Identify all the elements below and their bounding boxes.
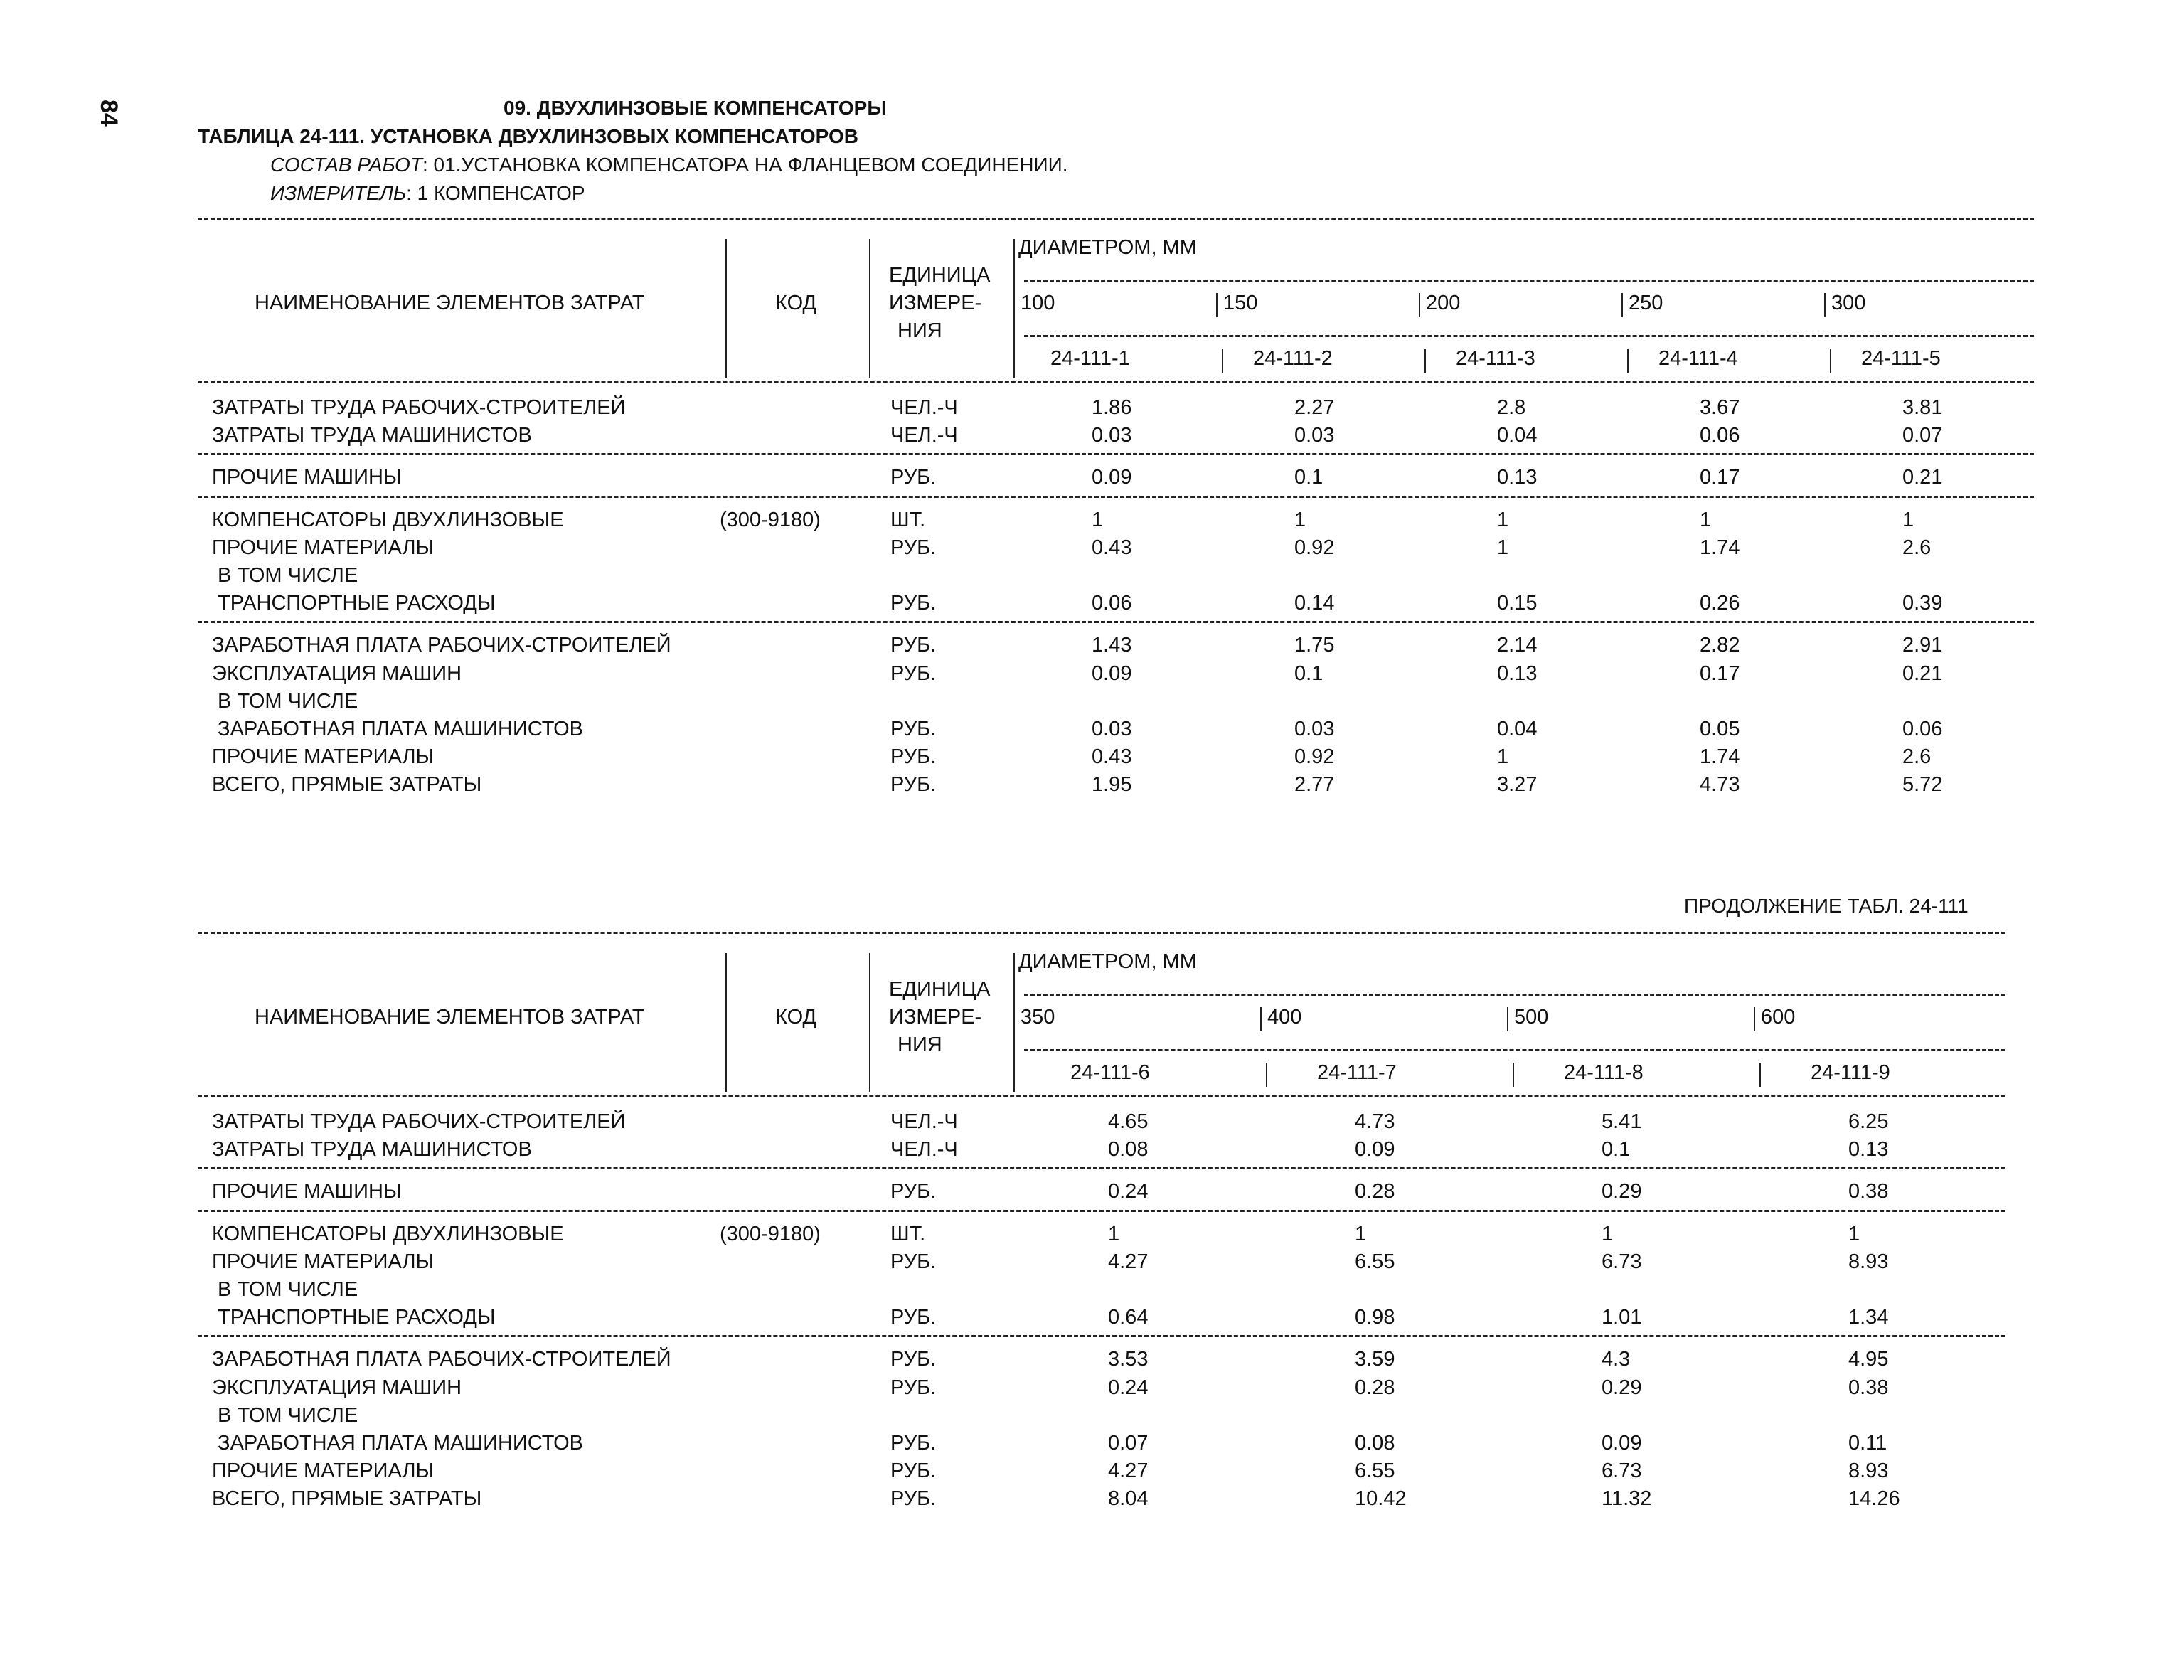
row-value: 1: [1602, 1222, 1614, 1245]
row-name: ЗАРАБОТНАЯ ПЛАТА МАШИНИСТОВ: [212, 718, 584, 740]
code-24-111-7: 24-111-7: [1317, 1061, 1397, 1084]
row-name: ТРАНСПОРТНЫЕ РАСХОДЫ: [212, 1306, 496, 1329]
row-unit: РУБ.: [890, 1487, 937, 1511]
row-value: 3.67: [1700, 396, 1740, 419]
row-value: 11.32: [1602, 1487, 1652, 1511]
row-value: 4.95: [1848, 1348, 1889, 1371]
measure-unit: [270, 182, 585, 205]
row-value: 14.26: [1848, 1487, 1900, 1511]
row-value: 0.24: [1108, 1376, 1149, 1399]
row-value: 0.03: [1092, 424, 1132, 447]
diameter-350: 350: [1021, 1006, 1055, 1028]
work-composition: [270, 154, 1068, 176]
row-value: 1.01: [1602, 1306, 1642, 1329]
header-rule-bottom: [198, 1095, 2005, 1097]
header-name: НАИМЕНОВАНИЕ ЭЛЕМЕНТОВ ЗАТРАТ: [255, 1006, 645, 1028]
row-value: 10.42: [1355, 1487, 1407, 1511]
header-divider: [869, 953, 870, 1092]
row-unit: ШТ.: [890, 508, 926, 531]
row-value: 1: [1497, 745, 1509, 769]
row-value: 4.27: [1108, 1250, 1149, 1273]
row-value: 6.55: [1355, 1460, 1395, 1483]
row-value: 1: [1497, 536, 1509, 559]
group-rule: [198, 1335, 2005, 1337]
group-rule: [198, 453, 2034, 455]
row-name: ПРОЧИЕ МАТЕРИАЛЫ: [212, 1460, 435, 1483]
row-value: 0.17: [1700, 466, 1740, 489]
diameter-divider: [1824, 293, 1826, 317]
row-value: 0.03: [1092, 718, 1132, 740]
row-value: 5.72: [1902, 773, 1943, 797]
row-value: 6.25: [1848, 1110, 1889, 1133]
code-divider: [1759, 1063, 1761, 1087]
row-value: 0.26: [1700, 592, 1740, 615]
row-name: ВСЕГО, ПРЯМЫЕ ЗАТРАТЫ: [212, 1487, 482, 1511]
row-name: ЗАРАБОТНАЯ ПЛАТА РАБОЧИХ-СТРОИТЕЛЕЙ: [212, 1348, 671, 1371]
row-unit: РУБ.: [890, 592, 937, 615]
diameter-divider: [1216, 293, 1218, 317]
header-unit-2: ИЗМЕРЕ-: [889, 1006, 982, 1028]
row-value: 0.03: [1294, 424, 1335, 447]
work-label: СОСТАВ РАБОТ: [270, 154, 422, 176]
header-rule: [1024, 994, 2005, 996]
header-divider: [1013, 953, 1015, 1092]
header-divider: [725, 239, 727, 378]
row-name: ПРОЧИЕ МАТЕРИАЛЫ: [212, 1250, 435, 1273]
header-divider: [869, 239, 870, 378]
row-unit: РУБ.: [890, 466, 937, 489]
row-name: В ТОМ ЧИСЛЕ: [212, 1403, 358, 1427]
row-value: 3.59: [1355, 1348, 1395, 1371]
row-value: 0.43: [1092, 536, 1132, 559]
row-value: 1.74: [1700, 536, 1740, 559]
code-24-111-3: 24-111-3: [1456, 347, 1535, 370]
header-diameter: ДИАМЕТРОМ, ММ: [1018, 950, 1197, 973]
code-24-111-8: 24-111-8: [1564, 1061, 1644, 1084]
diameter-400: 400: [1267, 1006, 1302, 1028]
row-value: 0.14: [1294, 592, 1335, 615]
row-name: ВСЕГО, ПРЯМЫЕ ЗАТРАТЫ: [212, 773, 482, 797]
diameter-divider: [1621, 293, 1623, 317]
row-name: ЗАТРАТЫ ТРУДА РАБОЧИХ-СТРОИТЕЛЕЙ: [212, 1110, 626, 1133]
diameter-divider: [1754, 1007, 1755, 1031]
row-name: КОМПЕНСАТОРЫ ДВУХЛИНЗОВЫЕ: [212, 1222, 564, 1245]
row-name: ПРОЧИЕ МАШИНЫ: [212, 1180, 402, 1203]
code-divider: [1830, 349, 1831, 373]
header-unit-3: НИЯ: [897, 319, 942, 342]
row-value: 0.13: [1848, 1138, 1889, 1161]
row-value: 0.39: [1902, 592, 1943, 615]
work-text: : 01.УСТАНОВКА КОМПЕНСАТОРА НА ФЛАНЦЕВОМ СОЕДИНЕНИИ.: [422, 154, 1068, 176]
diameter-300: 300: [1831, 292, 1866, 314]
row-value: 0.04: [1497, 424, 1538, 447]
row-value: 0.1: [1602, 1138, 1631, 1161]
row-value: 6.73: [1602, 1250, 1642, 1273]
continuation-label: ПРОДОЛЖЕНИЕ ТАБЛ. 24-111: [1684, 895, 1969, 917]
code-divider: [1424, 349, 1426, 373]
row-unit: РУБ.: [890, 773, 937, 797]
row-value: 6.55: [1355, 1250, 1395, 1273]
row-value: 1.95: [1092, 773, 1132, 797]
row-value: 0.1: [1294, 466, 1323, 489]
row-resource-code: (300-9180): [720, 508, 821, 531]
row-value: 0.08: [1355, 1432, 1395, 1455]
code-divider: [1266, 1063, 1267, 1087]
code-24-111-1: 24-111-1: [1050, 347, 1130, 370]
row-unit: ШТ.: [890, 1222, 926, 1245]
code-24-111-9: 24-111-9: [1811, 1061, 1890, 1084]
row-value: 0.98: [1355, 1306, 1395, 1329]
row-name: ТРАНСПОРТНЫЕ РАСХОДЫ: [212, 592, 496, 615]
row-value: 4.27: [1108, 1460, 1149, 1483]
row-value: 0.13: [1497, 466, 1538, 489]
group-rule: [198, 1210, 2005, 1212]
row-value: 1: [1355, 1222, 1367, 1245]
row-value: 8.93: [1848, 1250, 1889, 1273]
header-name: НАИМЕНОВАНИЕ ЭЛЕМЕНТОВ ЗАТРАТ: [255, 292, 645, 314]
row-value: 1.74: [1700, 745, 1740, 769]
row-unit: РУБ.: [890, 536, 937, 559]
code-divider: [1513, 1063, 1514, 1087]
row-name: ПРОЧИЕ МАТЕРИАЛЫ: [212, 745, 435, 769]
row-unit: РУБ.: [890, 1348, 937, 1371]
table-title: ТАБЛИЦА 24-111. УСТАНОВКА ДВУХЛИНЗОВЫХ КОМПЕНСАТОРОВ: [198, 125, 858, 147]
row-name: ЭКСПЛУАТАЦИЯ МАШИН: [212, 1376, 462, 1399]
row-name: В ТОМ ЧИСЛЕ: [212, 564, 358, 587]
row-value: 8.04: [1108, 1487, 1149, 1511]
row-unit: ЧЕЛ.-Ч: [890, 1138, 958, 1161]
section-title: 09. ДВУХЛИНЗОВЫЕ КОМПЕНСАТОРЫ: [504, 97, 887, 119]
row-name: В ТОМ ЧИСЛЕ: [212, 1278, 358, 1301]
header-rule: [1024, 280, 2034, 282]
diameter-100: 100: [1021, 292, 1055, 314]
header-code: КОД: [775, 292, 817, 314]
row-name: ЗАТРАТЫ ТРУДА МАШИНИСТОВ: [212, 424, 532, 447]
row-value: 1.75: [1294, 634, 1335, 657]
code-24-111-2: 24-111-2: [1253, 347, 1333, 370]
row-unit: РУБ.: [890, 718, 937, 740]
code-divider: [1627, 349, 1629, 373]
row-value: 4.73: [1700, 773, 1740, 797]
header-diameter: ДИАМЕТРОМ, ММ: [1018, 236, 1197, 259]
row-value: 3.81: [1902, 396, 1943, 419]
row-value: 8.93: [1848, 1460, 1889, 1483]
row-value: 6.73: [1602, 1460, 1642, 1483]
header-divider: [1013, 239, 1015, 378]
row-value: 2.77: [1294, 773, 1335, 797]
row-value: 2.14: [1497, 634, 1538, 657]
row-value: 1: [1092, 508, 1104, 531]
row-value: 0.08: [1108, 1138, 1149, 1161]
row-value: 0.29: [1602, 1180, 1642, 1203]
row-value: 0.04: [1497, 718, 1538, 740]
row-value: 0.17: [1700, 661, 1740, 685]
row-value: 0.21: [1902, 466, 1943, 489]
header-rule-bottom: [198, 381, 2034, 383]
row-value: 1: [1497, 508, 1509, 531]
header-rule: [1024, 1049, 2005, 1051]
row-value: 3.53: [1108, 1348, 1149, 1371]
row-value: 0.28: [1355, 1376, 1395, 1399]
row-value: 1.34: [1848, 1306, 1889, 1329]
row-name: ЭКСПЛУАТАЦИЯ МАШИН: [212, 661, 462, 685]
row-resource-code: (300-9180): [720, 1222, 821, 1245]
row-unit: РУБ.: [890, 1180, 937, 1203]
row-value: 0.09: [1602, 1432, 1642, 1455]
table-rule-top: [198, 932, 2005, 934]
diameter-divider: [1507, 1007, 1508, 1031]
row-unit: РУБ.: [890, 1460, 937, 1483]
header-unit-1: ЕДИНИЦА: [889, 978, 991, 1001]
row-name: В ТОМ ЧИСЛЕ: [212, 689, 358, 713]
row-value: 0.21: [1902, 661, 1943, 685]
row-value: 0.28: [1355, 1180, 1395, 1203]
row-value: 0.11: [1848, 1432, 1887, 1455]
header-unit-1: ЕДИНИЦА: [889, 264, 991, 287]
row-value: 0.15: [1497, 592, 1538, 615]
row-name: КОМПЕНСАТОРЫ ДВУХЛИНЗОВЫЕ: [212, 508, 564, 531]
header-unit-2: ИЗМЕРЕ-: [889, 292, 982, 314]
row-value: 0.09: [1092, 661, 1132, 685]
diameter-600: 600: [1761, 1006, 1796, 1028]
row-value: 0.06: [1902, 718, 1943, 740]
row-value: 2.82: [1700, 634, 1740, 657]
row-value: 0.06: [1700, 424, 1740, 447]
row-value: 0.1: [1294, 661, 1323, 685]
row-value: 1: [1848, 1222, 1860, 1245]
diameter-250: 250: [1629, 292, 1663, 314]
code-24-111-5: 24-111-5: [1861, 347, 1941, 370]
row-value: 2.6: [1902, 745, 1932, 769]
row-name: ЗАТРАТЫ ТРУДА РАБОЧИХ-СТРОИТЕЛЕЙ: [212, 396, 626, 419]
diameter-divider: [1260, 1007, 1262, 1031]
row-name: ЗАТРАТЫ ТРУДА МАШИНИСТОВ: [212, 1138, 532, 1161]
diameter-divider: [1419, 293, 1420, 317]
row-unit: РУБ.: [890, 1306, 937, 1329]
row-value: 2.27: [1294, 396, 1335, 419]
row-unit: ЧЕЛ.-Ч: [890, 1110, 958, 1133]
row-value: 3.27: [1497, 773, 1538, 797]
header-rule: [1024, 335, 2034, 337]
row-value: 2.8: [1497, 396, 1526, 419]
group-rule: [198, 1167, 2005, 1169]
row-value: 1: [1108, 1222, 1120, 1245]
row-unit: РУБ.: [890, 634, 937, 657]
row-unit: ЧЕЛ.-Ч: [890, 396, 958, 419]
header-unit-3: НИЯ: [897, 1033, 942, 1056]
row-value: 0.13: [1497, 661, 1538, 685]
table-rule-top: [198, 218, 2034, 220]
group-rule: [198, 496, 2034, 498]
row-unit: РУБ.: [890, 1376, 937, 1399]
row-name: ПРОЧИЕ МАШИНЫ: [212, 466, 402, 489]
measure-label: ИЗМЕРИТЕЛЬ: [270, 182, 407, 204]
row-value: 1.86: [1092, 396, 1132, 419]
row-value: 0.64: [1108, 1306, 1149, 1329]
measure-text: : 1 КОМПЕНСАТОР: [406, 182, 585, 204]
row-value: 1: [1902, 508, 1914, 531]
diameter-150: 150: [1223, 292, 1258, 314]
row-value: 0.24: [1108, 1180, 1149, 1203]
row-value: 0.07: [1108, 1432, 1149, 1455]
row-value: 4.65: [1108, 1110, 1149, 1133]
row-value: 0.06: [1092, 592, 1132, 615]
row-value: 0.43: [1092, 745, 1132, 769]
row-value: 0.03: [1294, 718, 1335, 740]
row-unit: РУБ.: [890, 1250, 937, 1273]
row-value: 1: [1700, 508, 1712, 531]
diameter-200: 200: [1426, 292, 1461, 314]
row-value: 0.07: [1902, 424, 1943, 447]
row-name: ЗАРАБОТНАЯ ПЛАТА РАБОЧИХ-СТРОИТЕЛЕЙ: [212, 634, 671, 657]
page-number: 84: [95, 100, 122, 127]
code-divider: [1222, 349, 1223, 373]
row-value: 0.38: [1848, 1180, 1889, 1203]
row-value: 5.41: [1602, 1110, 1642, 1133]
row-value: 0.09: [1355, 1138, 1395, 1161]
header-divider: [725, 953, 727, 1092]
row-value: 2.91: [1902, 634, 1943, 657]
diameter-500: 500: [1514, 1006, 1549, 1028]
row-value: 0.05: [1700, 718, 1740, 740]
row-unit: РУБ.: [890, 1432, 937, 1455]
row-value: 4.3: [1602, 1348, 1631, 1371]
row-unit: РУБ.: [890, 745, 937, 769]
row-value: 0.29: [1602, 1376, 1642, 1399]
group-rule: [198, 621, 2034, 623]
row-value: 1.43: [1092, 634, 1132, 657]
row-value: 0.09: [1092, 466, 1132, 489]
row-unit: РУБ.: [890, 661, 937, 685]
row-name: ПРОЧИЕ МАТЕРИАЛЫ: [212, 536, 435, 559]
row-value: 1: [1294, 508, 1306, 531]
code-24-111-4: 24-111-4: [1658, 347, 1738, 370]
code-24-111-6: 24-111-6: [1070, 1061, 1150, 1084]
row-unit: ЧЕЛ.-Ч: [890, 424, 958, 447]
row-name: ЗАРАБОТНАЯ ПЛАТА МАШИНИСТОВ: [212, 1432, 584, 1455]
row-value: 2.6: [1902, 536, 1932, 559]
row-value: 0.92: [1294, 745, 1335, 769]
row-value: 0.38: [1848, 1376, 1889, 1399]
row-value: 0.92: [1294, 536, 1335, 559]
header-code: КОД: [775, 1006, 817, 1028]
row-value: 4.73: [1355, 1110, 1395, 1133]
